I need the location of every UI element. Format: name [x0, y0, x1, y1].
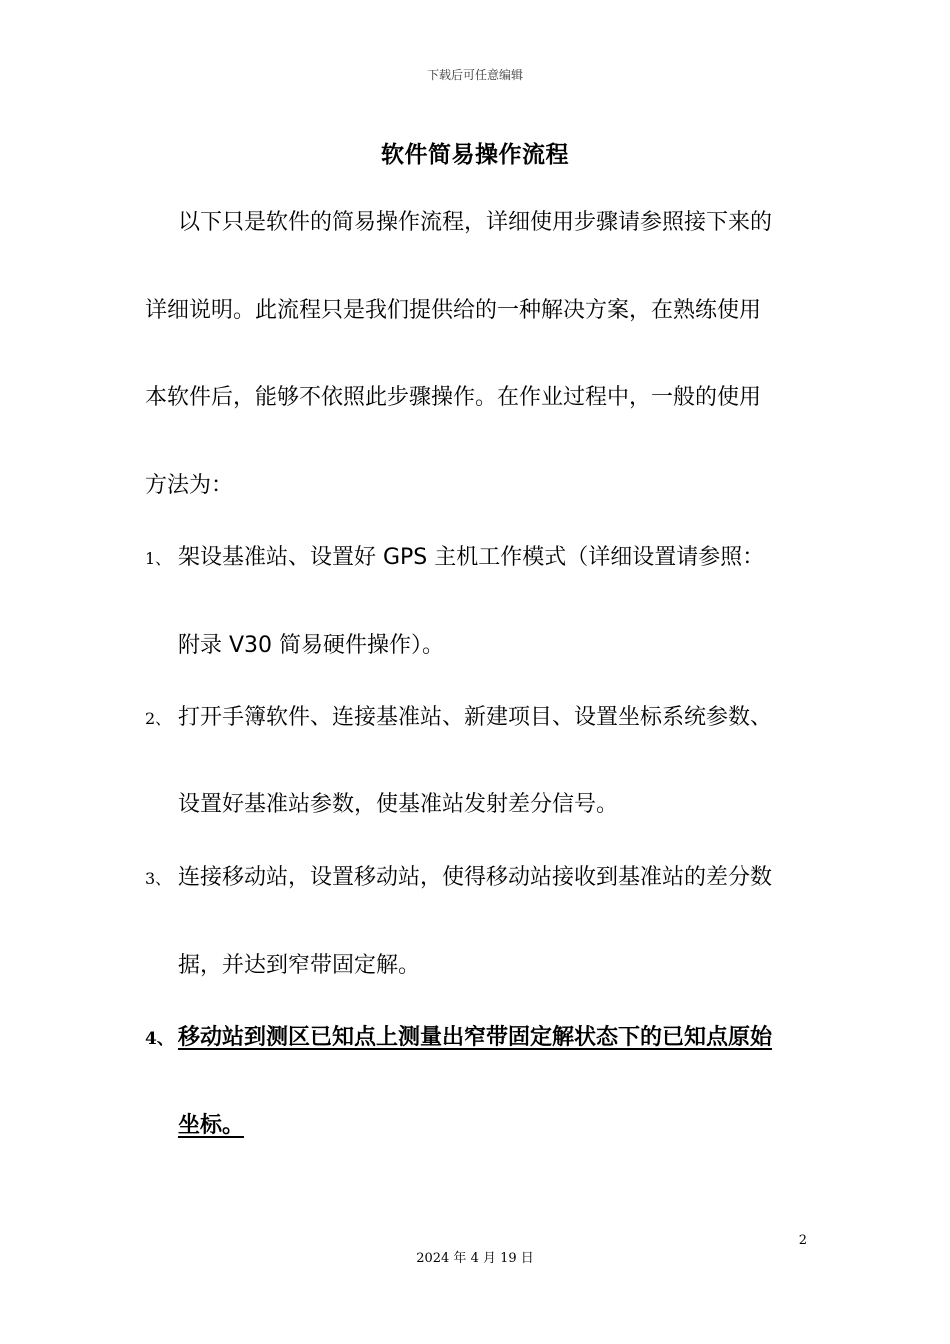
step-3-line-2: 据，并达到窄带固定解。 [178, 953, 421, 978]
page-number: 2 [798, 1233, 807, 1248]
step-1-line-1: 架设基准站、设置好 GPS 主机工作模式（详细设置请参照： [178, 545, 765, 570]
intro-line-2: 详细说明。此流程只是我们提供给的一种解决方案，在熟练使用 [145, 298, 762, 323]
step-4-line-2: 坐标。 [178, 1113, 245, 1138]
intro-line-3: 本软件后，能够不依照此步骤操作。在作业过程中，一般的使用 [145, 385, 762, 410]
step-number-1: 1、 [145, 549, 172, 568]
intro-line-4: 方法为： [145, 473, 234, 498]
step-3-line-1: 连接移动站，设置移动站，使得移动站接收到基准站的差分数 [178, 865, 773, 890]
step-number-3: 3、 [145, 869, 172, 888]
step-number-2: 2、 [145, 709, 172, 728]
document-title: 软件简易操作流程 [381, 142, 569, 168]
step-2-line-2: 设置好基准站参数，使基准站发射差分信号。 [178, 792, 619, 817]
footer-date: 2024 年 4 月 19 日 [416, 1251, 534, 1266]
page-header: 下载后可任意编辑 [426, 68, 523, 82]
intro-line-1: 以下只是软件的简易操作流程，详细使用步骤请参照接下来的 [178, 210, 773, 235]
step-4-line-1: 移动站到测区已知点上测量出窄带固定解状态下的已知点原始 [178, 1025, 773, 1050]
step-number-4: 4、 [145, 1029, 174, 1049]
step-2-line-1: 打开手簿软件、连接基准站、新建项目、设置坐标系统参数、 [178, 705, 773, 730]
step-1-line-2: 附录 V30 简易硬件操作）。 [178, 633, 445, 658]
